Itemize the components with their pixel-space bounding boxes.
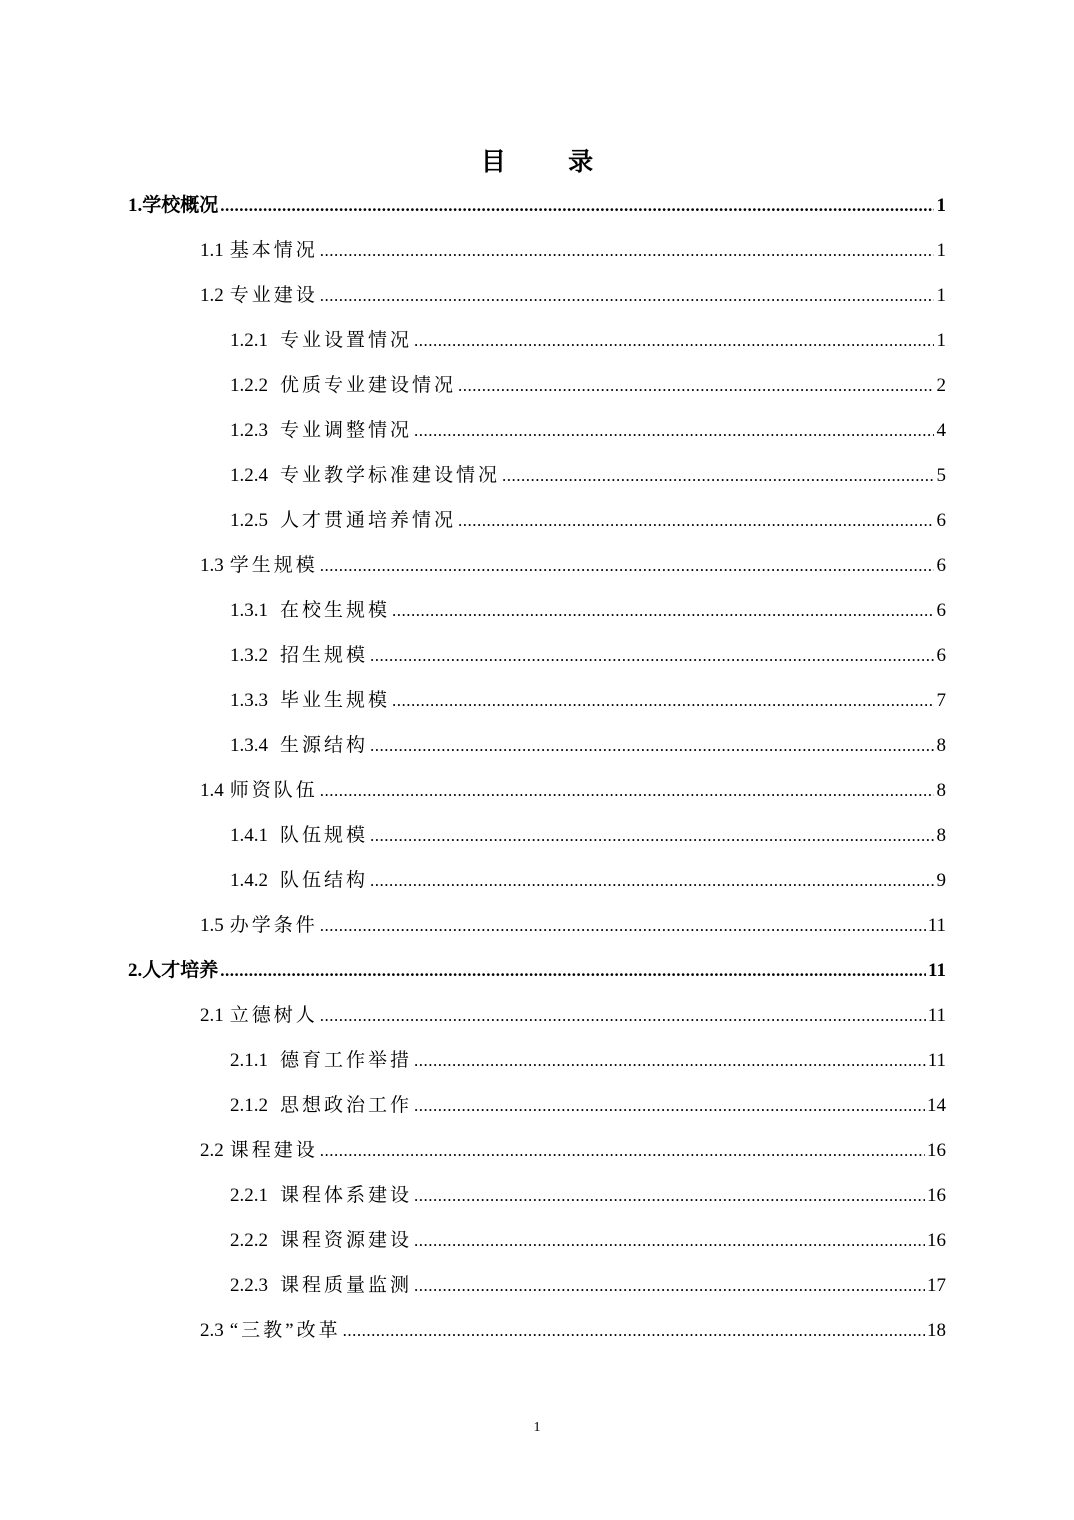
toc-entry-number: 1.4 [200,780,224,801]
toc-entry-text: 办学条件 [229,915,318,936]
dot-leader [414,1086,925,1126]
toc-entry-text: 学校概况 [142,195,219,216]
dot-leader [392,681,934,721]
toc-entry[interactable] [200,1311,946,1351]
toc-entry-text: 专业建设 [229,285,318,306]
toc-entry-number: 2.2 [200,1140,224,1161]
dot-leader [414,1266,925,1306]
toc-entry-text: 立德树人 [229,1005,318,1026]
toc-entry-page: 6 [936,555,946,576]
dot-leader [458,501,934,541]
toc-entry-page: 9 [936,870,946,891]
dot-leader [414,411,934,451]
toc-entry-text: 生源结构 [280,735,369,756]
toc-entry-page: 11 [927,1050,946,1071]
toc-entry-number: 1.2.2 [230,375,268,396]
toc-entry[interactable] [230,366,946,406]
toc-entry-text: 招生规模 [280,645,369,666]
toc-entry-page: 11 [928,960,946,981]
toc-entry-number: 2.3 [200,1320,224,1341]
dot-leader [320,771,934,811]
dot-leader [320,546,934,586]
toc-entry-number: 1.2.3 [230,420,268,441]
toc-entry[interactable] [230,681,946,721]
dot-leader [502,456,934,496]
toc-entry-text: 优质专业建设情况 [280,375,457,396]
toc-entry[interactable] [230,726,946,766]
toc-entry-text: 在校生规模 [280,600,391,621]
dot-leader [370,861,934,901]
toc-entry-number: 1.3.1 [230,600,268,621]
dot-leader [343,1311,925,1351]
toc-entry-text: 课程建设 [229,1140,318,1161]
toc-entry[interactable] [230,861,946,901]
toc-entry-page: 6 [936,645,946,666]
toc-entry-text: 专业调整情况 [280,420,413,441]
toc-entry-text: 队伍结构 [280,870,369,891]
toc-entry-page: 11 [927,915,946,936]
toc-entry-text: “三教”改革 [229,1320,341,1341]
page-number: 1 [533,1420,541,1435]
toc-entry-number: 1.2.5 [230,510,268,531]
toc-entry-page: 1 [936,285,946,306]
toc-entry[interactable] [200,771,946,811]
dot-leader [414,1176,925,1216]
toc-entry-number: 1.2.1 [230,330,268,351]
toc-entry-page: 8 [936,780,946,801]
toc-title: 目 录 [480,149,622,176]
dot-leader [414,321,934,361]
toc-entry-number: 1. [128,195,143,216]
toc-entry-number: 2. [128,960,143,981]
dot-leader [320,276,934,316]
toc-entry-number: 2.1.2 [230,1095,268,1116]
dot-leader [320,1131,925,1171]
toc-entry-page: 16 [927,1140,946,1161]
dot-leader [392,591,934,631]
toc-entry-text: 课程体系建设 [280,1185,413,1206]
toc-entry-text: 人才培养 [142,960,219,981]
dot-leader [320,231,934,271]
toc-entry[interactable] [200,276,946,316]
dot-leader [220,951,926,991]
toc-entry[interactable] [200,546,946,586]
toc-entry-page: 16 [927,1185,946,1206]
toc-entry-number: 1.3.3 [230,690,268,711]
toc-entry-number: 1.4.1 [230,825,268,846]
toc-entry-number: 1.4.2 [230,870,268,891]
toc-entry-page: 7 [936,690,946,711]
toc-entry[interactable] [230,321,946,361]
toc-entry-page: 16 [927,1230,946,1251]
toc-entry[interactable] [230,1086,946,1126]
toc-entry-page: 8 [936,735,946,756]
toc-entry-number: 2.1 [200,1005,224,1026]
dot-leader [370,816,934,856]
toc-entry[interactable] [200,906,946,946]
toc-entry-text: 人才贯通培养情况 [280,510,457,531]
toc-entry-number: 1.3.2 [230,645,268,666]
toc-entry-text: 思想政治工作 [280,1095,413,1116]
toc-entry[interactable] [200,1131,946,1171]
dot-leader [320,906,926,946]
toc-entry[interactable] [200,996,946,1036]
toc-entry-page: 8 [936,825,946,846]
toc-entry[interactable] [230,1176,946,1216]
toc-entry-page: 11 [927,1005,946,1026]
toc-entry-number: 2.1.1 [230,1050,268,1071]
toc-entry-page: 18 [927,1320,946,1341]
dot-leader [414,1041,926,1081]
toc-entry-page: 1 [936,195,946,216]
toc-entry-text: 课程资源建设 [280,1230,413,1251]
toc-entry-number: 1.1 [200,240,224,261]
toc-entry-text: 专业设置情况 [280,330,413,351]
toc-entry[interactable] [230,411,946,451]
dot-leader [414,1221,925,1261]
toc-entry-text: 课程质量监测 [280,1275,413,1296]
toc-entry[interactable] [230,1266,946,1306]
toc-entry-text: 专业教学标准建设情况 [280,465,501,486]
toc-entry-text: 基本情况 [229,240,318,261]
dot-leader [220,186,934,226]
toc-entry-page: 1 [936,240,946,261]
toc-entry-number: 1.3 [200,555,224,576]
dot-leader [370,636,934,676]
toc-entry-number: 2.2.2 [230,1230,268,1251]
toc-entry[interactable] [230,636,946,676]
toc-entry[interactable] [230,591,946,631]
toc-entry[interactable] [230,1041,946,1081]
toc-entry-text: 学生规模 [229,555,318,576]
toc-entry[interactable] [200,231,946,271]
toc-entry-page: 1 [936,330,946,351]
toc-entry-page: 6 [936,510,946,531]
toc-entry[interactable] [128,951,946,991]
dot-leader [458,366,934,406]
toc-entry-text: 师资队伍 [229,780,318,801]
toc-entry-number: 2.2.1 [230,1185,268,1206]
toc-entry-page: 6 [936,600,946,621]
toc-entry-number: 1.2.4 [230,465,268,486]
toc-entry[interactable] [230,456,946,496]
dot-leader [370,726,934,766]
toc-entry[interactable] [230,816,946,856]
toc-entry-page: 14 [927,1095,946,1116]
toc-entry[interactable] [230,501,946,541]
toc-entry-text: 毕业生规模 [280,690,391,711]
toc-entry-page: 17 [927,1275,946,1296]
toc-entry-number: 2.2.3 [230,1275,268,1296]
toc-entry-page: 4 [936,420,946,441]
toc-entry[interactable] [230,1221,946,1261]
toc-entry-page: 2 [936,375,946,396]
toc-entry-number: 1.5 [200,915,224,936]
toc-entry[interactable] [128,186,946,226]
toc-entry-number: 1.2 [200,285,224,306]
toc-entry-number: 1.3.4 [230,735,268,756]
toc-entry-page: 5 [936,465,946,486]
toc-entry-text: 德育工作举措 [280,1050,413,1071]
dot-leader [320,996,926,1036]
toc-entry-text: 队伍规模 [280,825,369,846]
